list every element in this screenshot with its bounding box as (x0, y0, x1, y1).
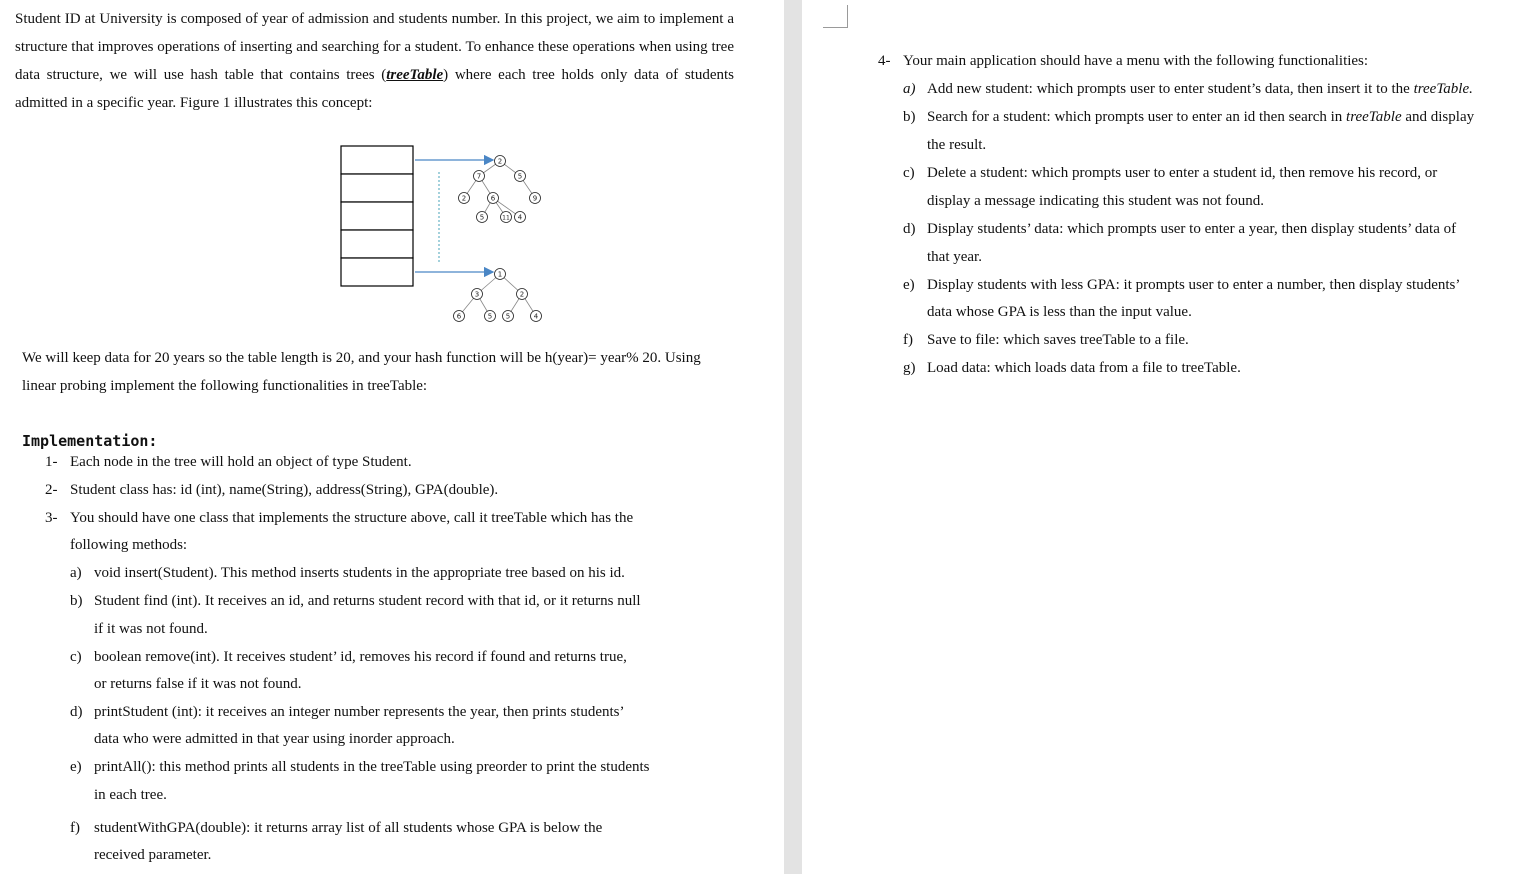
tree-2-node (485, 311, 496, 322)
method-e[interactable] (70, 753, 710, 809)
menu-item-text: Save to file: which saves treeTable to a file. (927, 332, 1189, 348)
method-text-cont: in each tree. (94, 787, 167, 803)
menu-item-text-tail: and display (1401, 109, 1475, 125)
intro-text-1: Student ID at University is composed of year of admission and students number. In this project, we aim to implement a structure that improves operations of inserting and searching for a student. To enhance these operations when using tree data structure, we will use hash table that contains trees ( (15, 11, 734, 83)
menu-item-text-main: Search for a student: which prompts user to enter an id then search in (927, 109, 1347, 125)
tree-2-node-label: 5 (505, 312, 511, 321)
method-text-cont: or returns false if it was not found. (94, 676, 302, 692)
menu-item-c[interactable] (903, 159, 1533, 215)
impl-item-number: 1- (45, 454, 58, 470)
menu-item-text-cont: data whose GPA is less than the input value. (927, 304, 1192, 320)
impl-item-text: Each node in the tree will hold an object of type Student. (70, 454, 412, 470)
menu-item-text (927, 103, 1474, 131)
tree-1-node (474, 171, 485, 182)
menu-item-text: Load data: which loads data from a file to treeTable. (927, 360, 1241, 376)
impl-item-text: Student class has: id (int), name(String), address(String), GPA(double). (70, 482, 499, 498)
method-text: printAll(): this method prints all students in the treeTable using preorder to print the students (94, 759, 650, 775)
tree-2-node-label: 1 (497, 270, 503, 279)
method-f[interactable] (70, 814, 710, 870)
method-d[interactable] (70, 698, 710, 754)
tree-1-node-label: 5 (479, 213, 485, 222)
method-letter: b) (70, 593, 83, 609)
menu-item-text-cont: display a message indicating this student was not found. (927, 193, 1265, 209)
tree-2 (454, 269, 542, 322)
tree-1-node-label: 7 (476, 172, 482, 181)
menu-item-text: Delete a student: which prompts user to enter a student id, then remove his record, or (927, 165, 1438, 181)
tree-2-node-label: 5 (487, 312, 493, 321)
tree-2-node (472, 289, 483, 300)
method-letter: f) (70, 820, 80, 836)
method-text: void insert(Student). This method inserts students in the appropriate tree based on his id. (94, 565, 625, 581)
menu-item-text-cont: the result. (927, 137, 987, 153)
method-letter: c) (70, 649, 82, 665)
implementation-heading: Implementation: (22, 432, 158, 450)
menu-item-b[interactable] (903, 103, 1533, 159)
tree-1-edges (461, 161, 538, 217)
intro-paragraph[interactable] (15, 5, 734, 117)
tree-2-node (503, 311, 514, 322)
figure-hash-table-trees (335, 140, 550, 330)
intro-text-2: ) where each tree holds only data of students admitted in a specific year. Figure 1 illustrates this concept: (15, 67, 734, 111)
menu-item-d[interactable] (903, 215, 1533, 271)
impl-item-text: You should have one class that implements the structure above, call it treeTable which has the (70, 510, 634, 526)
method-letter: d) (70, 704, 83, 720)
method-b[interactable] (70, 587, 710, 643)
tree-1-node-label: 4 (517, 213, 523, 222)
tree-1-node (530, 193, 541, 204)
menu-item-text: Display students’ data: which prompts user to enter a year, then display students’ data of (927, 221, 1457, 237)
tree-1 (459, 156, 541, 223)
menu-item-letter: e) (903, 277, 915, 293)
tree-2-node-label: 4 (533, 312, 539, 321)
tree-1-node-label: 9 (532, 194, 538, 203)
method-text: printStudent (int): it receives an integer number represents the year, then prints students’ (94, 704, 625, 720)
method-text: Student find (int). It receives an id, and returns student record with that id, or it returns null (94, 593, 641, 609)
menu-item-letter: b) (903, 109, 916, 125)
tree-1-node (501, 212, 512, 223)
menu-item-letter: d) (903, 221, 916, 237)
hash-table-cells (341, 146, 413, 286)
method-text-cont: data who were admitted in that year using inorder approach. (94, 731, 455, 747)
method-c[interactable] (70, 643, 710, 699)
method-letter: a) (70, 565, 82, 581)
tree-table-term: treeTable (386, 67, 444, 83)
method-text-cont: if it was not found. (94, 621, 208, 637)
tree-1-node-label: 11 (502, 214, 510, 222)
menu-heading-text: Your main application should have a menu with the following functionalities: (903, 53, 1369, 69)
menu-item-letter: c) (903, 165, 915, 181)
tree-table-term: treeTable (1346, 109, 1402, 125)
page-corner-mark (823, 5, 848, 28)
menu-item-letter: f) (903, 332, 913, 348)
impl-item-number: 2- (45, 482, 58, 498)
tree-2-node-label: 2 (519, 290, 525, 299)
method-letter: e) (70, 759, 82, 775)
tree-1-node (495, 156, 506, 167)
menu-heading-number: 4- (878, 53, 891, 69)
tree-table-term: treeTable. (1413, 81, 1473, 97)
menu-item-e[interactable] (903, 271, 1533, 327)
method-text: studentWithGPA(double): it returns array list of all students whose GPA is below the (94, 820, 603, 836)
tree-2-node-label: 3 (474, 290, 480, 299)
tree-1-node (515, 171, 526, 182)
tree-1-node (515, 212, 526, 223)
method-text: boolean remove(int). It receives student’ id, removes his record if found and returns true, (94, 649, 627, 665)
menu-item-text-main: Add new student: which prompts user to enter student’s data, then insert it to the (927, 81, 1414, 97)
tree-2-node (517, 289, 528, 300)
tree-2-node (531, 311, 542, 322)
tree-2-node (495, 269, 506, 280)
impl-item-number: 3- (45, 510, 58, 526)
menu-item-text (927, 75, 1473, 103)
tree-2-node (454, 311, 465, 322)
menu-item-letter: a) (903, 81, 916, 97)
menu-item-text: Display students with less GPA: it prompts user to enter a number, then display students’ (927, 277, 1461, 293)
probing-paragraph[interactable]: We will keep data for 20 years so the table length is 20, and your hash function will be h(year)= year% 20. Using linear probing implement the following functionalities in treeTable: (22, 350, 701, 394)
tree-1-node (477, 212, 488, 223)
impl-item-3[interactable] (45, 504, 705, 560)
menu-item-letter: g) (903, 360, 916, 376)
tree-2-node-label: 6 (456, 312, 462, 321)
tree-1-node-label: 6 (490, 194, 496, 203)
tree-1-node-label: 2 (461, 194, 467, 203)
method-text-cont: received parameter. (94, 847, 212, 863)
tree-1-node-label: 2 (497, 157, 503, 166)
page-gap (784, 0, 802, 874)
impl-item-text-cont: following methods: (70, 537, 188, 553)
tree-1-node (459, 193, 470, 204)
tree-1-node-label: 5 (517, 172, 523, 181)
menu-item-text-cont: that year. (927, 249, 982, 265)
tree-1-node (488, 193, 499, 204)
